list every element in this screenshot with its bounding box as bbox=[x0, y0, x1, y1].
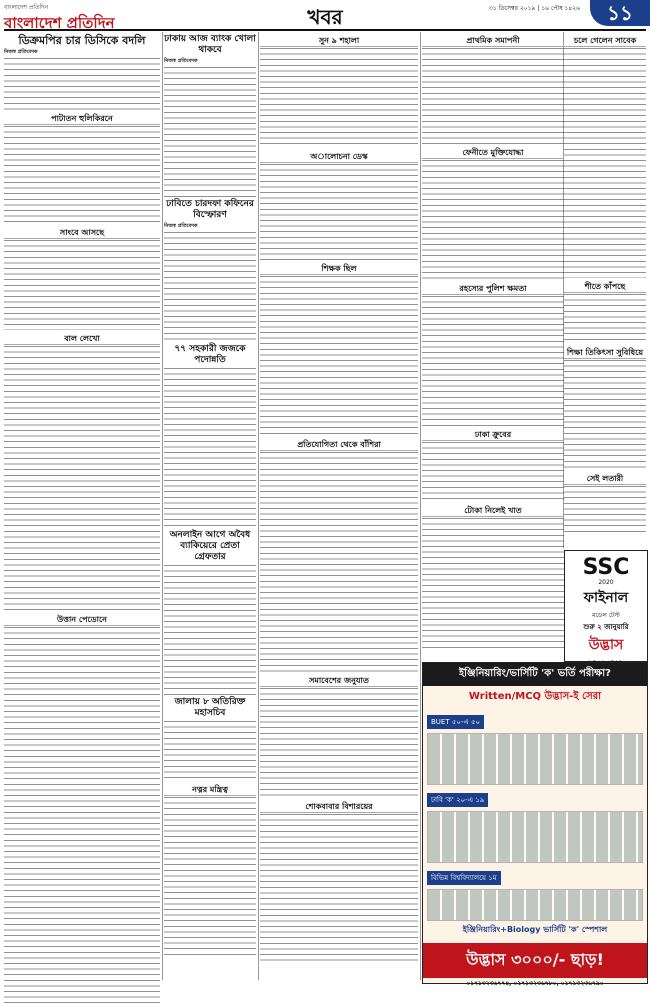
article-body bbox=[4, 240, 160, 330]
article-body bbox=[422, 442, 564, 502]
headline: জালায় ৮ অতিরিক্ত মহাসচিব bbox=[174, 697, 246, 718]
byline: নিজস্ব প্রতিবেদক bbox=[164, 223, 198, 229]
article-body bbox=[564, 294, 646, 344]
subheadline: চলে গেলেন সাবেক bbox=[564, 36, 646, 47]
article-body bbox=[4, 58, 160, 110]
headline: ঢাবিতে চারদফা কফিনের বিস্ফোরণ bbox=[166, 199, 254, 220]
column-1 bbox=[4, 32, 160, 982]
article-body bbox=[260, 48, 418, 148]
subheadline: সমাবেশের জনুযাত bbox=[260, 676, 418, 687]
header-rule bbox=[4, 29, 646, 31]
ad-top-banner: ইঞ্জিনিয়ারিং/ভার্সিটি 'ক' ভর্তি পরীক্ষা? bbox=[423, 663, 647, 686]
article-body bbox=[164, 797, 256, 957]
ad-offer: উদ্ভাস ৩০০০/- ছাড়! bbox=[423, 943, 647, 978]
ad-buet-label: BUET ৫০-এ ৫০ bbox=[427, 715, 484, 729]
article-body bbox=[422, 160, 564, 280]
article-body bbox=[260, 814, 418, 964]
ssc-advertisement[interactable] bbox=[564, 550, 648, 662]
subheadline: নত্নর মন্ত্রিত্ব bbox=[164, 785, 256, 796]
ad-start: শুরু ২ জানুয়ারি bbox=[583, 623, 629, 631]
headline: ঢাকায় আজ ব্যাংক খোলা থাকবে bbox=[164, 34, 256, 55]
subheadline: ঢাকা ক্রুবের bbox=[422, 430, 564, 441]
subheadline: অালোচনা ডেস্ক bbox=[260, 152, 418, 163]
byline: নিজস্ব প্রতিবেদক bbox=[164, 58, 198, 64]
page-number: ১১ bbox=[590, 0, 650, 26]
article-body bbox=[164, 232, 256, 342]
column-4 bbox=[422, 32, 564, 660]
subheadline: শিক্ষা তিকিৎসা সুবিধিয়ে bbox=[564, 348, 646, 359]
subheadline: প্রাথমিক সমাপনী bbox=[422, 36, 564, 47]
column-divider bbox=[258, 32, 259, 980]
subheadline: প্রতিযোগিতা থেকে বাঁশিরা bbox=[260, 440, 418, 451]
article-body bbox=[564, 486, 646, 536]
column-3 bbox=[260, 32, 418, 982]
ad-dhaka-label: ঢাবি 'ক' ২০-এ ১৯ bbox=[427, 793, 488, 807]
ad-photo-grid bbox=[427, 889, 643, 921]
article-body bbox=[564, 48, 646, 278]
subheadline: উত্তান পেডোনে bbox=[4, 615, 160, 626]
ad-brand: উদ্ভাস bbox=[588, 637, 624, 653]
subheadline: শোকবাবার বিশারয়ের bbox=[260, 802, 418, 813]
headline: ডিক্রমপির চার ডিসিকে বদলি bbox=[18, 34, 146, 47]
article-body bbox=[260, 452, 418, 672]
headline: অনলাইন আগে অবৈধ ব্যাকিয়েরে প্রেতা গ্রেফতার bbox=[169, 530, 251, 562]
subheadline: সেই লতারী bbox=[564, 474, 646, 485]
article-body bbox=[164, 721, 256, 781]
article-body bbox=[260, 276, 418, 436]
subheadline: টোকা নিলেই খাত bbox=[422, 506, 564, 517]
column-divider bbox=[162, 32, 163, 980]
ad-title: SSC bbox=[582, 555, 630, 580]
article-body bbox=[422, 518, 564, 648]
ad-subtitle: ফাইনাল bbox=[583, 590, 629, 606]
headline: ৭৭ সহকারী জজকে পদোন্নতি bbox=[174, 344, 246, 365]
issue-date: ৩১ ডিসেম্বর ২০১৯ | ১৬ পৌষ ১৪২৬ bbox=[488, 5, 580, 12]
subheadline: শিক্ষক ছিল bbox=[260, 264, 418, 275]
article-body bbox=[4, 627, 160, 1007]
masthead-small: বাংলাদেশ প্রতিদিন bbox=[4, 4, 49, 11]
article-body bbox=[164, 565, 256, 695]
section-title: খবর bbox=[307, 5, 343, 29]
ad-photo-grid bbox=[427, 733, 643, 785]
byline: নিজস্ব প্রতিবেদক bbox=[4, 49, 38, 55]
ad-subtitle-2: মডেল টেস্ট bbox=[592, 612, 620, 619]
ad-uni-label: বিভিন্ন বিশ্ববিদ্যালয়ে ১ম bbox=[427, 871, 501, 885]
article-body bbox=[4, 126, 160, 224]
subheadline: শীতে কাঁপছে bbox=[564, 282, 646, 293]
subheadline: পাটাতন হুলিকিরনে bbox=[4, 114, 160, 125]
article-body bbox=[422, 48, 564, 144]
column-2 bbox=[164, 32, 256, 982]
ad-tagline: Written/MCQ উদ্ভাস-ই সেরা bbox=[468, 691, 602, 702]
ad-phones: ০১৭১৩২৩৬৭৭৪, ০১৭১৩২৩৬৭৮০, ০১৭১৩২৩৬৭৯০ bbox=[466, 980, 604, 987]
article-body bbox=[260, 688, 418, 798]
udvash-advertisement[interactable] bbox=[422, 662, 648, 987]
subheadline: বাল লেখো bbox=[4, 334, 160, 345]
subheadline: সাংবে আসছে bbox=[4, 228, 160, 239]
subheadline: সুন ৯ শহালা bbox=[260, 36, 418, 47]
ad-course: ইঞ্জিনিয়ারিং+Biology ভার্সিটি 'ক' স্পেশাল bbox=[462, 925, 608, 934]
column-divider bbox=[420, 32, 421, 980]
subheadline: রহস্যের পুলিশ ক্ষমতা bbox=[422, 284, 564, 295]
subheadline: ফেনীতে মুক্তিযোদ্ধা bbox=[422, 148, 564, 159]
article-body bbox=[164, 368, 256, 528]
page-header bbox=[0, 0, 650, 30]
article-body bbox=[422, 296, 564, 426]
article-body bbox=[164, 67, 256, 197]
article-body bbox=[564, 360, 646, 470]
article-body bbox=[4, 346, 160, 611]
column-5 bbox=[564, 32, 646, 546]
masthead-name: বাংলাদেশ প্রতিদিন bbox=[4, 14, 115, 32]
ad-photo-grid bbox=[427, 811, 643, 863]
ad-year: 2020 bbox=[598, 579, 614, 586]
article-body bbox=[260, 164, 418, 260]
